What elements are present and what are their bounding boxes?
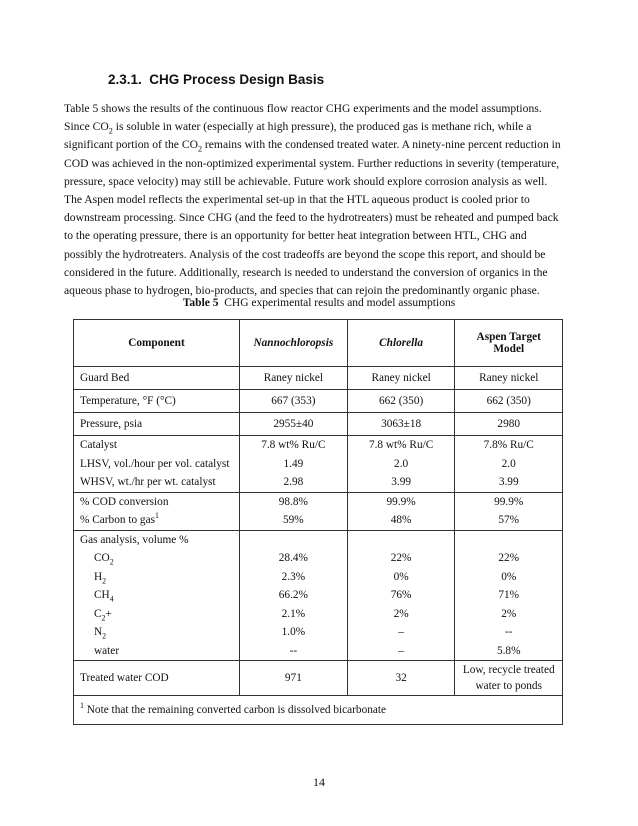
cell-value: 3.99 — [498, 476, 519, 488]
header-component: Component — [74, 320, 240, 367]
cell-value: 28.4% — [278, 552, 308, 564]
cell-value-group — [347, 492, 455, 530]
cell-value: 971 — [239, 661, 347, 696]
footnote-text: Note that the remaining converted carbon is dissolved bicarbonate — [83, 704, 387, 716]
cell-value-group — [239, 530, 347, 661]
header-nannochloropsis: Nannochloropsis — [239, 320, 347, 367]
header-chlorella: Chlorella — [347, 320, 455, 367]
cell-value: -- — [289, 644, 298, 657]
cell-value-group — [455, 530, 563, 661]
cell-value: 2.1% — [281, 607, 306, 620]
section-number: 2.3.1. — [108, 72, 142, 87]
cell-label: Guard Bed — [74, 367, 240, 390]
cell-value: 22% — [390, 552, 412, 564]
cell-label-n2: $N_2$ — [94, 626, 107, 641]
cell-label: LHSV, vol./hour per vol. catalyst — [80, 457, 230, 470]
cell-label-h2: $H_2$ — [94, 570, 107, 585]
table-footnote-row — [74, 696, 563, 725]
cell-value: 5.8% — [496, 644, 521, 657]
cell-value: 0% — [501, 570, 517, 583]
cell-label: Gas analysis, volume % — [80, 533, 189, 546]
cell-value: 2955±40 — [239, 413, 347, 436]
table-row-treated-water — [74, 661, 563, 696]
cell-value-group — [347, 530, 455, 661]
cell-value: 2.0 — [394, 457, 409, 470]
cell-label-ch4: $CH_4$ — [94, 589, 114, 604]
cell-value: 2980 — [455, 413, 563, 436]
cell-value: 99.9% — [494, 495, 524, 508]
table-footnote — [74, 696, 563, 725]
cell-value: 7.8% Ru/C — [483, 439, 534, 451]
body-paragraph — [64, 100, 564, 300]
footnote-marker: 1 — [80, 701, 84, 711]
cell-label: Treated water COD — [74, 661, 240, 696]
table-row-pressure — [74, 413, 563, 436]
page-number: 14 — [313, 775, 325, 789]
paragraph-text-3: remains with the condensed treated water. A ninety-nine percent reduction in COD was achieved in the non-optimized experimental system. Further reductions in severity (temperature, pressure, space velocity) may still be achievable. Future work should explore corrosion analysis as well. The Aspen model reflects the experimental set-up in that the HTL aqueous product is cooled prior to downstream processing. Since CHG (and the feed to the hydrotreaters) must be reheated and pumped back to the operating pressure, there is an opportunity for better heat integration between HTL, CHG and possibly the hydrotreaters. Analysis of the cost tradeoffs are beyond the scope this report, and should be considered in the future. Additionally, research is needed to understand the conversion of organics in the aqueous phase to hydrogen, bio-products, and species that can rejoin the predominantly organic phase. — [64, 138, 561, 298]
cell-value: 2.3% — [281, 570, 306, 583]
cell-value: 7.8 wt% Ru/C — [368, 439, 434, 451]
cell-value: 7.8 wt% Ru/C — [261, 439, 326, 451]
cell-value: – — [398, 626, 404, 638]
cell-value: 99.9% — [386, 495, 416, 508]
table-row-guard-bed — [74, 367, 563, 390]
cell-value: 22% — [498, 552, 520, 564]
cell-value-group — [347, 436, 455, 493]
paragraph-subscript-2: 2 — [197, 144, 203, 154]
cell-label-group — [74, 492, 240, 530]
cell-value: -- — [504, 626, 513, 638]
cell-value: 3.99 — [391, 476, 411, 488]
cell-value: 2.0 — [501, 457, 516, 470]
cell-value: Low, recycle treated water to ponds — [455, 661, 563, 696]
section-title: CHG Process Design Basis — [149, 72, 325, 87]
cell-value: 3063±18 — [347, 413, 455, 436]
cell-value: Raney nickel — [347, 367, 455, 390]
cell-label: Temperature, °F (°C) — [74, 390, 240, 413]
table-row-conversion — [74, 492, 563, 530]
cell-value: 66.2% — [278, 589, 308, 601]
paragraph-text-2: is soluble in water (especially at high pressure), the produced gas is methane rich, while a significant portion of the CO — [64, 120, 532, 152]
cell-value-group — [455, 492, 563, 530]
cell-value: 1.49 — [283, 457, 304, 470]
cell-label: Catalyst — [80, 439, 118, 451]
cell-label-co2: $CO_2$ — [94, 552, 114, 567]
footnote-ref: 1 — [155, 511, 159, 521]
cell-label: WHSV, wt./hr per wt. catalyst — [80, 476, 216, 488]
paragraph-subscript-1: 2 — [108, 126, 113, 136]
cell-value-group — [239, 436, 347, 493]
cell-value-group — [455, 436, 563, 493]
paragraph-text-1: Table 5 shows the results of the continuous flow reactor CHG experiments and the model assumptions. Since CO — [64, 102, 542, 134]
cell-value: 32 — [347, 661, 455, 696]
cell-label-water: water — [94, 644, 120, 657]
cell-value-group — [239, 492, 347, 530]
table-caption-text: CHG experimental results and model assumptions — [224, 297, 456, 309]
carbon-label-text: % Carbon to gas — [80, 514, 155, 526]
cell-label-group — [74, 436, 240, 493]
cell-label: % COD conversion — [80, 495, 169, 508]
cell-label-c2: $C_2+$ — [94, 607, 112, 622]
table-row-gas-analysis — [74, 530, 563, 661]
cell-value: 662 (350) — [347, 390, 455, 413]
cell-value: 59% — [283, 514, 304, 526]
cell-value: 2% — [501, 607, 517, 620]
cell-label: Pressure, psia — [74, 413, 240, 436]
table-row-temperature — [74, 390, 563, 413]
cell-value: 2.98 — [283, 476, 304, 488]
cell-value: – — [398, 644, 404, 657]
cell-value: 1.0% — [281, 626, 306, 638]
cell-label — [80, 511, 233, 530]
table-caption — [0, 297, 638, 309]
cell-value: 76% — [390, 589, 412, 601]
cell-value: 71% — [498, 589, 520, 601]
cell-value: 57% — [498, 514, 520, 526]
cell-value: Raney nickel — [239, 367, 347, 390]
cell-value: 0% — [393, 570, 409, 583]
table-caption-label: Table 5 — [182, 297, 219, 309]
cell-label-group — [74, 530, 240, 661]
cell-value: 98.8% — [278, 495, 308, 508]
table-header-row — [74, 320, 563, 367]
results-table — [73, 319, 563, 725]
header-aspen-model: Aspen Target Model — [455, 320, 563, 367]
cell-value: 662 (350) — [455, 390, 563, 413]
cell-value: 667 (353) — [239, 390, 347, 413]
cell-value: 2% — [393, 607, 409, 620]
section-heading — [108, 72, 324, 87]
cell-value: 48% — [390, 514, 412, 526]
cell-value: Raney nickel — [455, 367, 563, 390]
table-row-catalyst — [74, 436, 563, 493]
